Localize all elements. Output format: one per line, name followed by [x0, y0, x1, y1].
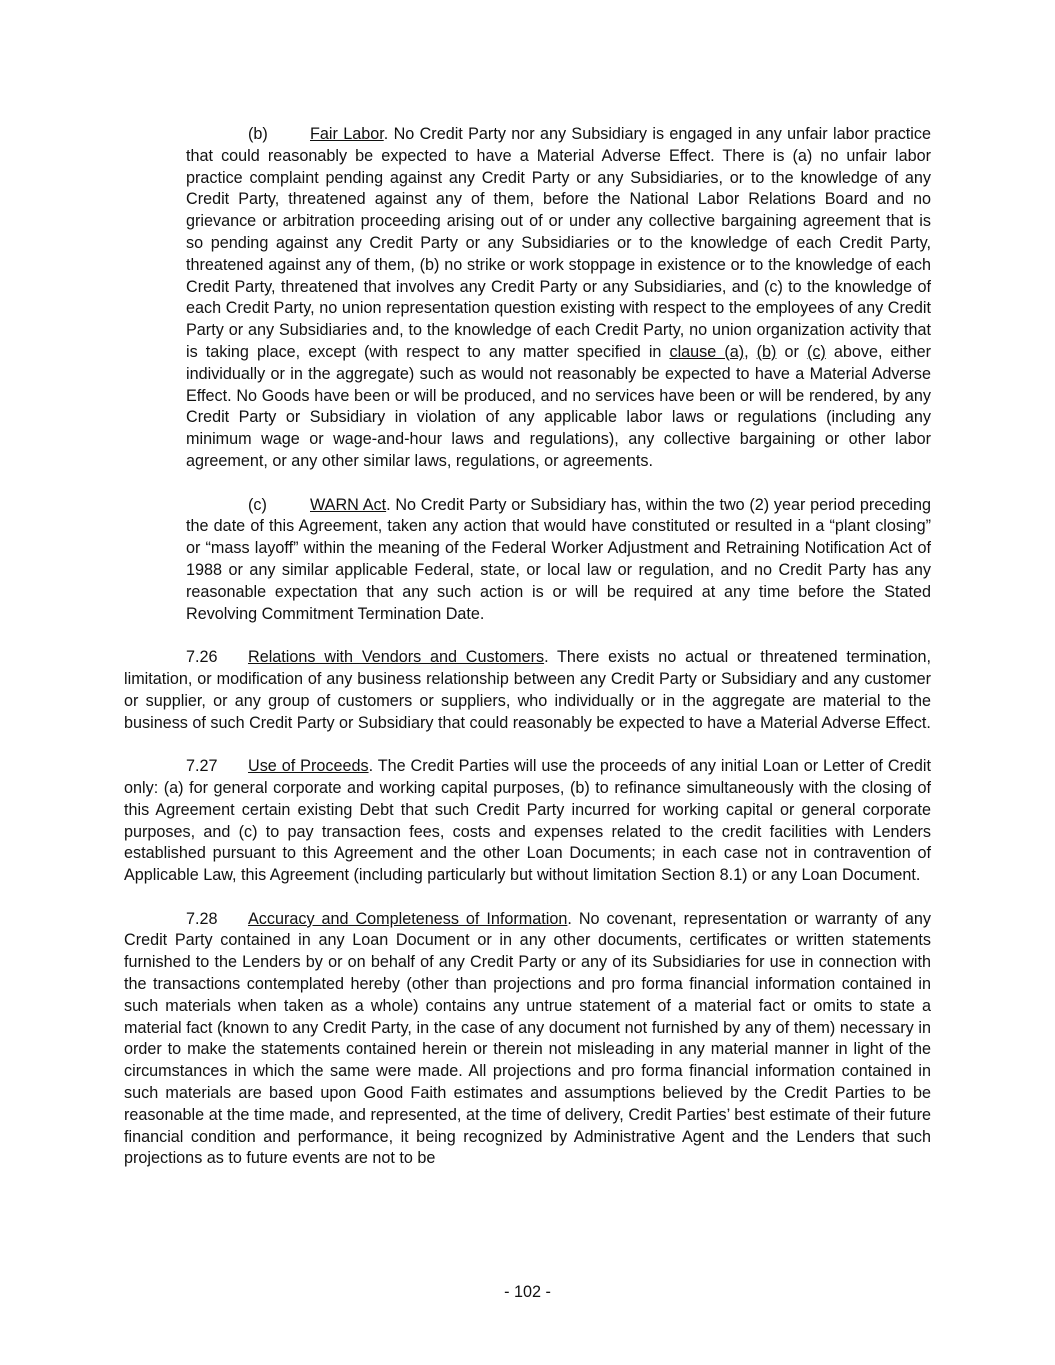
fair-labor-text-2: above, either individually or in the aggregate) such as would not reasonably be expected to have a Material Adverse Effect. No Goods have been or will be produced, and no services have been or will be rendered, by any Credit Party or Subsidiary in violation of any applicable labor laws or regulations (including any minimum wage or wage-and-hour laws and regulations), any collective bargaining or other labor agreement, or any other similar laws, regulations, or agreements. [186, 342, 931, 470]
section-7-28-text: . No covenant, representation or warranty of any Credit Party contained in any Loan Document or in any other documents, certificates or written statements furnished to the Lenders by or on behalf of any Credit Party or any of its Subsidiaries for use in connection with the transactions contemplated hereby (other than projections and pro forma financial information contained in such materials when taken as a whole) contains any untrue statement of a material fact or omits to state a material fact (known to any Credit Party, in the case of any document not furnished by any of them) necessary in order to make the statements contained herein or therein not misleading in any material manner in light of the circumstances in which the same were made. All projections and pro forma financial information contained in such materials are based upon Good Faith estimates and assumptions believed by the Credit Parties to be reasonable at the time made, and represented, at the time of delivery, Credit Parties’ best estimate of their future financial condition and performance, it being recognized by Administrative Agent and the Lenders that such projections as to future events are not to be [124, 909, 931, 1168]
subsection-label-c: (c) [248, 495, 267, 514]
ref-clause-a: clause (a) [669, 342, 745, 361]
heading-fair-labor: Fair Labor [310, 125, 384, 143]
ref-clause-b: (b) [756, 342, 777, 361]
heading-use-of-proceeds: Use of Proceeds [248, 757, 369, 776]
paragraph-warn-act [186, 495, 931, 626]
heading-accuracy-completeness: Accuracy and Completeness of Information [248, 909, 568, 928]
page-number: - 102 - [504, 1283, 551, 1301]
section-number-7-26: 7.26 [186, 648, 218, 667]
ref-separator-2: or [776, 342, 807, 361]
section-7-26 [124, 647, 931, 734]
section-7-27-text: . The Credit Parties will use the proceeds of any initial Loan or Letter of Credit only: (a) for general corporate and working capital purposes, (b) to refinance simultaneously with the closing of this Agreement certain existing Debt that such Credit Party incurred for working capital or general corporate purposes, and (c) to pay transaction fees, costs and expenses related to the credit facilities with Lenders established pursuant to this Agreement and the other Loan Documents; in each case not in contravention of Applicable Law, this Agreement (including particularly but without limitation Section 8.1) or any Loan Document. [124, 757, 931, 885]
warn-act-text: . No Credit Party or Subsidiary has, within the two (2) year period preceding the date of this Agreement, taken any action that would have constituted or resulted in a “plant closing” or “mass layoff” within the meaning of the Federal Worker Adjustment and Retraining Notification Act of 1988 or any similar applicable Federal, state, or local law or regulation, and no Credit Party has any reasonable expectation that any such action is or will be required at any time before the Stated Revolving Commitment Termination Date. [186, 495, 931, 623]
section-7-27 [124, 756, 931, 887]
subsection-label-b: (b) [248, 125, 268, 143]
fair-labor-text: . No Credit Party nor any Subsidiary is engaged in any unfair labor practice that could reasonably be expected to have a Material Adverse Effect. There is (a) no unfair labor practice complaint pending against any Credit Party or any Subsidiaries, or to the knowledge of any Credit Party, threatened against any of them, before the National Labor Relations Board and no grievance or arbitration proceeding arising out of or under any collective bargaining agreement that is so pending against any Credit Party or any Subsidiaries or to the knowledge of each Credit Party, threatened against any of them, (b) no strike or work stoppage in existence or to the knowledge of each Credit Party, threatened that involves any Credit Party or any Subsidiaries, and (c) to the knowledge of each Credit Party, no union representation question existing with respect to the employees of any Credit Party or any Subsidiaries and, to the knowledge of each Credit Party, no union organization activity that is taking place, except (with respect to any matter specified in [186, 125, 931, 361]
paragraph-fair-labor [186, 124, 931, 473]
section-7-28 [124, 909, 931, 1171]
ref-separator-1: , [744, 342, 757, 361]
heading-warn-act: WARN Act [310, 495, 387, 514]
section-number-7-28: 7.28 [186, 909, 218, 928]
section-number-7-27: 7.27 [186, 757, 218, 776]
page-body [124, 124, 931, 1170]
ref-clause-c: (c) [806, 342, 826, 361]
heading-relations-vendors-customers: Relations with Vendors and Customers [248, 648, 545, 667]
section-7-26-text: . There exists no actual or threatened termination, limitation, or modification of any business relationship between any Credit Party or Subsidiary and any customer or supplier, or any group of customers or suppliers, who individually or in the aggregate are material to the business of such Credit Party or Subsidiary that could reasonably be expected to have a Material Adverse Effect. [124, 648, 931, 732]
